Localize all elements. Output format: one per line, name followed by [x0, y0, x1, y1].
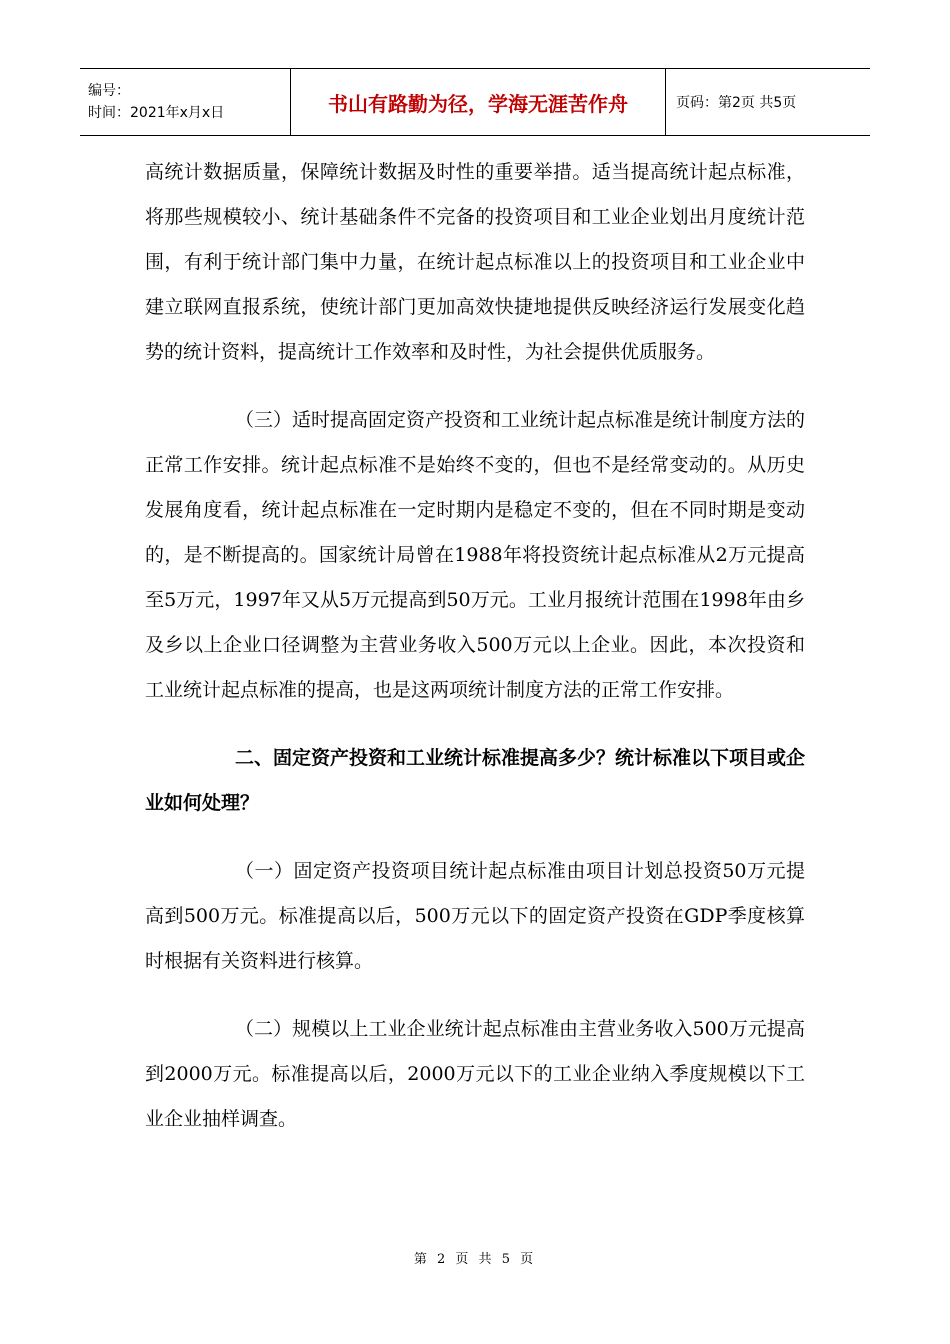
paragraph-item-two: （二）规模以上工业企业统计起点标准由主营业务收入500万元提高到2000万元。标准提高以后，2000万元以下的工业企业纳入季度规模以下工业企业抽样调查。 [145, 1018, 805, 1130]
paragraph-continuation: 高统计数据质量，保障统计数据及时性的重要举措。适当提高统计起点标准，将那些规模较小、统计基础条件不完备的投资项目和工业企业划出月度统计范围，有利于统计部门集中力量，在统计起点标准以上的投资项目和工业企业中建立联网直报系统，使统计部门更加高效快捷地提供反映经济运行发展变化趋势的统计资料，提高统计工作效率和及时性，为社会提供优质服务。 [145, 161, 805, 363]
header-meta-cell [80, 69, 291, 136]
page-footer: 第 2 页 共 5 页 [413, 1252, 537, 1267]
paragraph-item-three: （三）适时提高固定资产投资和工业统计起点标准是统计制度方法的正常工作安排。统计起点标准不是始终不变的，但也不是经常变动的。从历史发展角度看，统计起点标准在一定时期内是稳定不变的，但在不同时期是变动的，是不断提高的。国家统计局曾在1988年将投资统计起点标准从2万元提高至5万元，1997年又从5万元提高到50万元。工业月报统计范围在1998年由乡及乡以上企业口径调整为主营业务收入500万元以上企业。因此，本次投资和工业统计起点标准的提高，也是这两项统计制度方法的正常工作安排。 [145, 409, 806, 701]
page-header [80, 68, 870, 136]
paragraph-item-one: （一）固定资产投资项目统计起点标准由项目计划总投资50万元提高到500万元。标准提高以后，500万元以下的固定资产投资在GDP季度核算时根据有关资料进行核算。 [145, 860, 805, 972]
document-time-label: 时间：2021年x月x日 [88, 105, 225, 121]
document-number-label: 编号： [88, 83, 130, 99]
section-heading-two: 二、固定资产投资和工业统计标准提高多少？统计标准以下项目或企业如何处理？ [145, 747, 806, 814]
document-body [145, 150, 805, 1142]
header-motto: 书山有路勤为径，学海无涯苦作舟 [291, 69, 666, 136]
header-page-code: 页码：第2页 共5页 [666, 69, 871, 136]
